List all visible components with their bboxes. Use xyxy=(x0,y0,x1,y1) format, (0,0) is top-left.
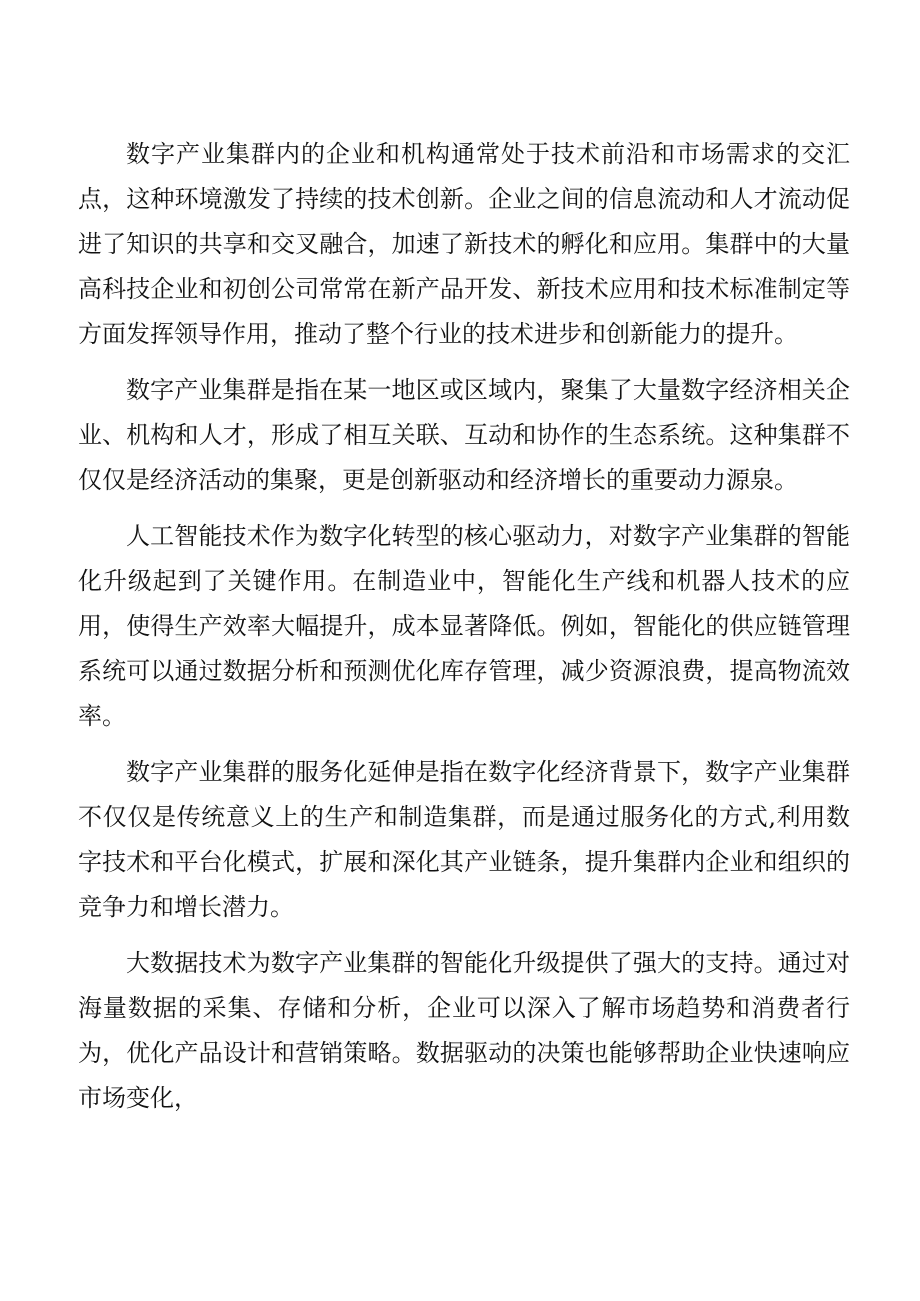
paragraph-3: 人工智能技术作为数字化转型的核心驱动力，对数字产业集群的智能化升级起到了关键作用。在制造业中，智能化生产线和机器人技术的应用，使得生产效率大幅提升，成本显著降低。例如，智能化的供应链管理系统可以通过数据分析和预测优化库存管理，减少资源浪费，提高物流效率。 xyxy=(78,522,850,730)
document-body xyxy=(78,132,850,1132)
paragraph-1: 数字产业集群内的企业和机构通常处于技术前沿和市场需求的交汇点，这种环境激发了持续的技术创新。企业之间的信息流动和人才流动促进了知识的共享和交叉融合，加速了新技术的孵化和应用。集群中的大量高科技企业和初创公司常常在新产品开发、新技术应用和技术标准制定等方面发挥领导作用，推动了整个行业的技术进步和创新能力的提升。 xyxy=(78,140,850,348)
paragraph-4: 数字产业集群的服务化延伸是指在数字化经济背景下，数字产业集群不仅仅是传统意义上的生产和制造集群，而是通过服务化的方式,利用数字技术和平台化模式，扩展和深化其产业链条，提升集群内企业和组织的竞争力和增长潜力。 xyxy=(78,758,850,921)
paragraph-2: 数字产业集群是指在某一地区或区域内，聚集了大量数字经济相关企业、机构和人才，形成了相互关联、互动和协作的生态系统。这种集群不仅仅是经济活动的集聚，更是创新驱动和经济增长的重要动力源泉。 xyxy=(78,376,850,494)
paragraph-5: 大数据技术为数字产业集群的智能化升级提供了强大的支持。通过对海量数据的采集、存储和分析，企业可以深入了解市场趋势和消费者行为，优化产品设计和营销策略。数据驱动的决策也能够帮助企业快速响应市场变化， xyxy=(78,949,850,1112)
